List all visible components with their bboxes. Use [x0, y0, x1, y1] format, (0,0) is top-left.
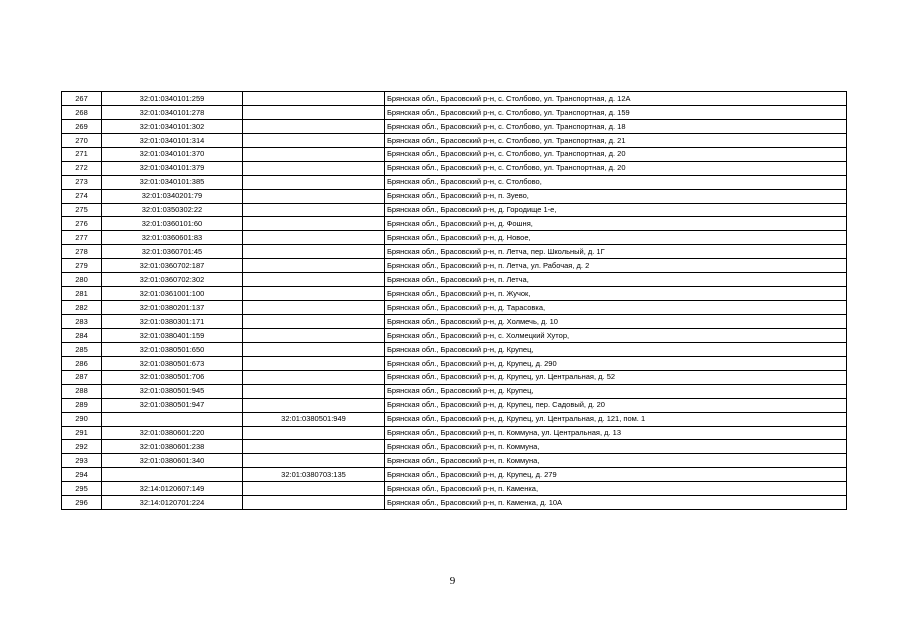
- table-row: [62, 175, 847, 189]
- cadastral-number-cell: 32:01:0360601:83: [102, 231, 243, 245]
- cadastral-number-cell: 32:14:0120701:224: [102, 496, 243, 510]
- cadastral-number-secondary-cell: [243, 259, 385, 273]
- address-cell: Брянская обл., Брасовский р-н, п. Коммуна, ул. Центральная, д. 13: [385, 426, 847, 440]
- address-cell: Брянская обл., Брасовский р-н, п. Коммуна,: [385, 454, 847, 468]
- address-cell: Брянская обл., Брасовский р-н, д. Крупец,: [385, 342, 847, 356]
- cadastral-number-secondary-cell: [243, 217, 385, 231]
- table-row: [62, 147, 847, 161]
- cadastral-number-secondary-cell: [243, 328, 385, 342]
- cadastral-number-secondary-cell: [243, 426, 385, 440]
- cadastral-number-secondary-cell: [243, 92, 385, 106]
- row-number-cell: 276: [62, 217, 102, 231]
- address-cell: Брянская обл., Брасовский р-н, с. Столбово, ул. Транспортная, д. 18: [385, 119, 847, 133]
- cadastral-number-secondary-cell: [243, 384, 385, 398]
- table-row: [62, 328, 847, 342]
- table-row: [62, 259, 847, 273]
- address-cell: Брянская обл., Брасовский р-н, п. Коммуна,: [385, 440, 847, 454]
- address-cell: Брянская обл., Брасовский р-н, д. Тарасовка,: [385, 301, 847, 315]
- address-cell: Брянская обл., Брасовский р-н, д. Крупец, д. 290: [385, 356, 847, 370]
- row-number-cell: 287: [62, 370, 102, 384]
- cadastral-number-cell: 32:01:0380201:137: [102, 301, 243, 315]
- cadastral-number-cell: 32:01:0340101:314: [102, 133, 243, 147]
- table-row: [62, 496, 847, 510]
- cadastral-number-secondary-cell: [243, 342, 385, 356]
- address-cell: Брянская обл., Брасовский р-н, с. Столбово, ул. Транспортная, д. 20: [385, 161, 847, 175]
- address-cell: Брянская обл., Брасовский р-н, п. Каменка,: [385, 482, 847, 496]
- address-cell: Брянская обл., Брасовский р-н, п. Летча, ул. Рабочая, д. 2: [385, 259, 847, 273]
- page-number: 9: [449, 575, 456, 587]
- cadastral-number-cell: 32:01:0380501:673: [102, 356, 243, 370]
- row-number-cell: 281: [62, 287, 102, 301]
- cadastral-number-secondary-cell: [243, 245, 385, 259]
- table-row: [62, 315, 847, 329]
- address-cell: Брянская обл., Брасовский р-н, п. Зуево,: [385, 189, 847, 203]
- cadastral-number-secondary-cell: [243, 175, 385, 189]
- cadastral-number-cell: 32:01:0380501:706: [102, 370, 243, 384]
- cadastral-number-secondary-cell: [243, 496, 385, 510]
- address-cell: Брянская обл., Брасовский р-н, д. Крупец,: [385, 384, 847, 398]
- row-number-cell: 288: [62, 384, 102, 398]
- table-row: [62, 245, 847, 259]
- cadastral-number-secondary-cell: 32:01:0380501:949: [243, 412, 385, 426]
- cadastral-number-cell: 32:01:0350302:22: [102, 203, 243, 217]
- table-row: [62, 161, 847, 175]
- address-cell: Брянская обл., Брасовский р-н, д. Крупец, ул. Центральная, д. 52: [385, 370, 847, 384]
- cadastral-number-cell: 32:01:0380501:945: [102, 384, 243, 398]
- cadastral-number-cell: [102, 412, 243, 426]
- cadastral-number-cell: 32:01:0340101:302: [102, 119, 243, 133]
- address-cell: Брянская обл., Брасовский р-н, п. Летча,: [385, 273, 847, 287]
- records-body: [62, 92, 847, 510]
- row-number-cell: 269: [62, 119, 102, 133]
- address-cell: Брянская обл., Брасовский р-н, д. Новое,: [385, 231, 847, 245]
- cadastral-number-cell: 32:01:0380601:340: [102, 454, 243, 468]
- row-number-cell: 283: [62, 315, 102, 329]
- address-cell: Брянская обл., Брасовский р-н, с. Столбово, ул. Транспортная, д. 21: [385, 133, 847, 147]
- cadastral-number-secondary-cell: [243, 370, 385, 384]
- cadastral-number-secondary-cell: [243, 147, 385, 161]
- table-row: [62, 468, 847, 482]
- row-number-cell: 295: [62, 482, 102, 496]
- row-number-cell: 284: [62, 328, 102, 342]
- cadastral-number-cell: 32:01:0340101:278: [102, 105, 243, 119]
- cadastral-number-secondary-cell: [243, 203, 385, 217]
- table-row: [62, 356, 847, 370]
- table-row: [62, 370, 847, 384]
- row-number-cell: 279: [62, 259, 102, 273]
- cadastral-number-cell: 32:01:0360702:302: [102, 273, 243, 287]
- row-number-cell: 268: [62, 105, 102, 119]
- row-number-cell: 275: [62, 203, 102, 217]
- row-number-cell: 272: [62, 161, 102, 175]
- table-row: [62, 203, 847, 217]
- cadastral-number-secondary-cell: [243, 273, 385, 287]
- table-row: [62, 342, 847, 356]
- row-number-cell: 271: [62, 147, 102, 161]
- table-row: [62, 231, 847, 245]
- cadastral-number-secondary-cell: 32:01:0380703:135: [243, 468, 385, 482]
- row-number-cell: 274: [62, 189, 102, 203]
- row-number-cell: 267: [62, 92, 102, 106]
- row-number-cell: 282: [62, 301, 102, 315]
- table-row: [62, 454, 847, 468]
- cadastral-number-cell: 32:01:0360702:187: [102, 259, 243, 273]
- cadastral-number-secondary-cell: [243, 161, 385, 175]
- table-row: [62, 217, 847, 231]
- cadastral-number-cell: 32:01:0340101:370: [102, 147, 243, 161]
- address-cell: Брянская обл., Брасовский р-н, д. Крупец, ул. Центральная, д. 121, пом. 1: [385, 412, 847, 426]
- table-row: [62, 189, 847, 203]
- row-number-cell: 270: [62, 133, 102, 147]
- cadastral-number-cell: 32:01:0380501:947: [102, 398, 243, 412]
- cadastral-number-cell: 32:01:0340101:385: [102, 175, 243, 189]
- cadastral-number-cell: 32:01:0380401:159: [102, 328, 243, 342]
- cadastral-number-secondary-cell: [243, 440, 385, 454]
- cadastral-number-cell: 32:01:0361001:100: [102, 287, 243, 301]
- address-cell: Брянская обл., Брасовский р-н, с. Столбово,: [385, 175, 847, 189]
- cadastral-number-secondary-cell: [243, 105, 385, 119]
- address-cell: Брянская обл., Брасовский р-н, д. Крупец, д. 279: [385, 468, 847, 482]
- cadastral-number-cell: 32:01:0380501:650: [102, 342, 243, 356]
- row-number-cell: 277: [62, 231, 102, 245]
- cadastral-number-cell: 32:01:0340101:259: [102, 92, 243, 106]
- row-number-cell: 294: [62, 468, 102, 482]
- address-cell: Брянская обл., Брасовский р-н, п. Летча, пер. Школьный, д. 1Г: [385, 245, 847, 259]
- row-number-cell: 273: [62, 175, 102, 189]
- cadastral-number-secondary-cell: [243, 482, 385, 496]
- cadastral-number-cell: 32:01:0360701:45: [102, 245, 243, 259]
- cadastral-number-secondary-cell: [243, 133, 385, 147]
- row-number-cell: 280: [62, 273, 102, 287]
- row-number-cell: 278: [62, 245, 102, 259]
- table-row: [62, 482, 847, 496]
- address-cell: Брянская обл., Брасовский р-н, с. Столбово, ул. Транспортная, д. 20: [385, 147, 847, 161]
- cadastral-number-cell: [102, 468, 243, 482]
- table-row: [62, 287, 847, 301]
- cadastral-number-secondary-cell: [243, 287, 385, 301]
- cadastral-number-secondary-cell: [243, 398, 385, 412]
- address-cell: Брянская обл., Брасовский р-н, д. Фошня,: [385, 217, 847, 231]
- row-number-cell: 293: [62, 454, 102, 468]
- cadastral-number-cell: 32:01:0340201:79: [102, 189, 243, 203]
- cadastral-number-secondary-cell: [243, 189, 385, 203]
- table-row: [62, 105, 847, 119]
- table-row: [62, 301, 847, 315]
- address-cell: Брянская обл., Брасовский р-н, п. Каменка, д. 10А: [385, 496, 847, 510]
- row-number-cell: 292: [62, 440, 102, 454]
- cadastral-number-cell: 32:01:0340101:379: [102, 161, 243, 175]
- address-cell: Брянская обл., Брасовский р-н, с. Столбово, ул. Транспортная, д. 12А: [385, 92, 847, 106]
- cadastral-number-cell: 32:01:0380601:220: [102, 426, 243, 440]
- cadastral-number-secondary-cell: [243, 119, 385, 133]
- row-number-cell: 289: [62, 398, 102, 412]
- cadastral-number-cell: 32:14:0120607:149: [102, 482, 243, 496]
- address-cell: Брянская обл., Брасовский р-н, д. Городище 1-е,: [385, 203, 847, 217]
- address-cell: Брянская обл., Брасовский р-н, д. Холмечь, д. 10: [385, 315, 847, 329]
- cadastral-number-secondary-cell: [243, 231, 385, 245]
- address-cell: Брянская обл., Брасовский р-н, д. Крупец, пер. Садовый, д. 20: [385, 398, 847, 412]
- row-number-cell: 296: [62, 496, 102, 510]
- table-row: [62, 398, 847, 412]
- address-cell: Брянская обл., Брасовский р-н, п. Жучок,: [385, 287, 847, 301]
- row-number-cell: 285: [62, 342, 102, 356]
- cadastral-number-cell: 32:01:0380601:238: [102, 440, 243, 454]
- row-number-cell: 286: [62, 356, 102, 370]
- row-number-cell: 290: [62, 412, 102, 426]
- cadastral-number-secondary-cell: [243, 301, 385, 315]
- address-cell: Брянская обл., Брасовский р-н, с. Столбово, ул. Транспортная, д. 159: [385, 105, 847, 119]
- records-table: [61, 91, 847, 510]
- table-row: [62, 273, 847, 287]
- cadastral-number-secondary-cell: [243, 454, 385, 468]
- cadastral-number-secondary-cell: [243, 356, 385, 370]
- table-row: [62, 92, 847, 106]
- table-row: [62, 440, 847, 454]
- cadastral-number-cell: 32:01:0360101:60: [102, 217, 243, 231]
- table-row: [62, 426, 847, 440]
- row-number-cell: 291: [62, 426, 102, 440]
- table-row: [62, 412, 847, 426]
- table-row: [62, 119, 847, 133]
- cadastral-number-cell: 32:01:0380301:171: [102, 315, 243, 329]
- address-cell: Брянская обл., Брасовский р-н, с. Холмецкий Хутор,: [385, 328, 847, 342]
- table-row: [62, 133, 847, 147]
- cadastral-number-secondary-cell: [243, 315, 385, 329]
- table-row: [62, 384, 847, 398]
